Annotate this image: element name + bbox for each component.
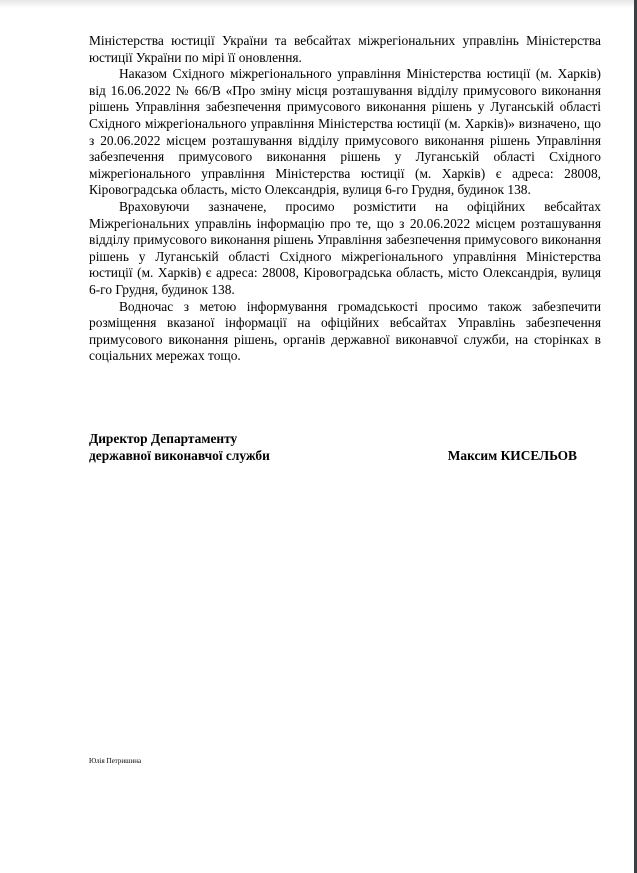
paragraph-order: Наказом Східного міжрегіонального управління Міністерства юстиції (м. Харків) від 16.06.2022 № 66/В «Про зміну місця розташування відділу примусового виконання рішень Управління забезпечення примусового виконання рішень у Луганській області Східного міжрегіонального управління Міністерства юстиції (м. Харків)» визначено, що з 20.06.2022 місцем розташування відділу примусового виконання рішень Управління забезпечення примусового виконання рішень у Луганській області Східного міжрегіонального управління Міністерства юстиції (м. Харків) є адреса: 28008, Кіровоградська область, місто Олександрія, вулиця 6-го Грудня, будинок 138. [89,66,601,198]
document-author: Юлія Петришина [89,757,142,765]
viewer-top-shadow [0,0,634,8]
signatory-position-line1: Директор Департаменту [89,431,238,446]
signature-block [89,430,589,464]
paragraph-request: Враховуючи зазначене, просимо розмістити на офіційних вебсайтах Міжрегіональних управлінь інформацію про те, що з 20.06.2022 місцем розташування відділу примусового виконання рішень Управління забезпечення примусового виконання рішень у Луганській області Східного міжрегіонального управління Міністерства юстиції (м. Харків) є адреса: 28008, Кіровоградська область, місто Олександрія, вулиця 6-го Грудня, будинок 138. [89,198,601,297]
paragraph-continuation: Міністерства юстиції України та вебсайтах міжрегіональних управлінь Міністерства юстиції України по мірі її оновлення. [89,33,601,65]
signatory-name: Максим КИСЕЛЬОВ [447,448,577,463]
document-body [89,33,601,365]
paragraph-public-info: Водночас з метою інформування громадськості просимо також забезпечити розміщення вказаної інформації на офіційних вебсайтах Управлінь забезпечення примусового виконання рішень, органів державної виконавчої служби, на сторінках в соціальних мережах тощо. [89,298,601,364]
signatory-position-line2: державної виконавчої служби [89,448,270,463]
